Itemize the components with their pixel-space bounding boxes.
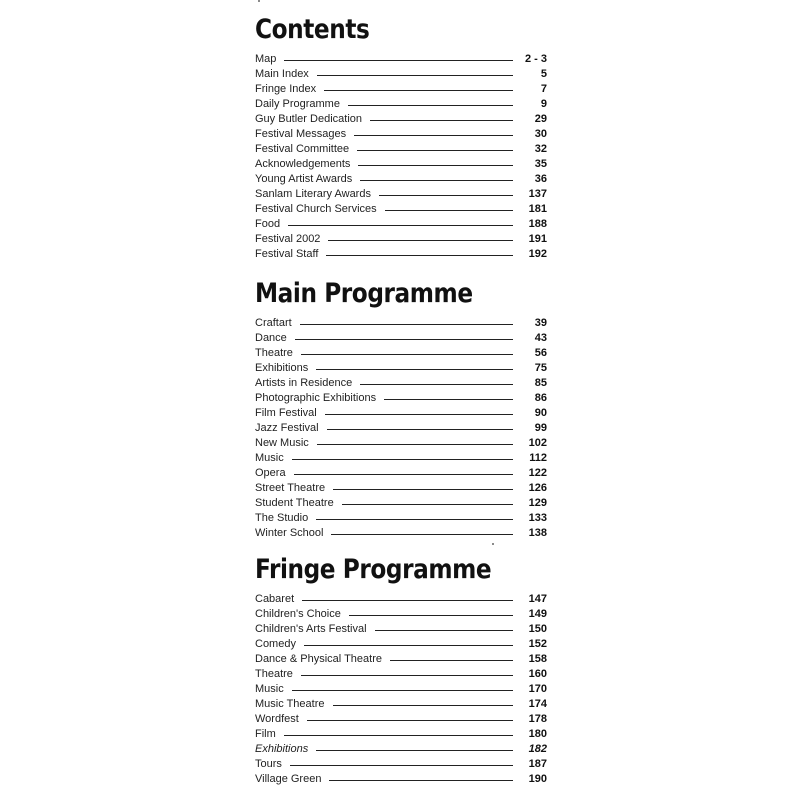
toc-entry — [255, 316, 547, 331]
entry-page-number: 170 — [528, 683, 547, 695]
entry-label: Dance — [255, 332, 287, 344]
leader-line — [292, 459, 513, 460]
toc-entry — [255, 637, 547, 652]
toc-entry — [255, 622, 547, 637]
entry-page-number: 174 — [528, 698, 547, 710]
toc-entry — [255, 697, 547, 712]
entry-page-number: 39 — [534, 317, 547, 329]
entry-page-number: 181 — [528, 203, 547, 215]
entry-label: Artists in Residence — [255, 377, 353, 389]
entry-page-number: 112 — [529, 452, 547, 464]
leader-line — [301, 675, 513, 676]
leader-line — [358, 165, 513, 166]
leader-line — [288, 225, 513, 226]
leader-line — [327, 429, 513, 430]
leader-line — [329, 780, 513, 781]
entry-label: Dance & Physical Theatre — [255, 653, 382, 665]
entry-page-number: 182 — [528, 743, 547, 755]
toc-entry — [255, 376, 547, 391]
leader-line — [342, 504, 513, 505]
leader-line — [328, 240, 513, 241]
main-programme-entries — [255, 316, 547, 541]
leader-line — [390, 660, 513, 661]
entry-page-number: 86 — [534, 392, 547, 404]
toc-entry — [255, 112, 547, 127]
toc-entry — [255, 466, 547, 481]
toc-entry — [255, 157, 547, 172]
leader-line — [370, 120, 513, 121]
entry-page-number: 2 - 3 — [524, 53, 547, 65]
entry-label: Map — [255, 53, 277, 65]
leader-line — [324, 90, 513, 91]
toc-entry — [255, 421, 547, 436]
leader-line — [385, 210, 513, 211]
entry-label: Food — [255, 218, 281, 230]
entry-label: Music — [255, 452, 284, 464]
leader-line — [316, 750, 513, 751]
entry-page-number: 192 — [528, 248, 547, 260]
entry-page-number: 133 — [528, 512, 547, 524]
leader-line — [333, 489, 513, 490]
leader-line — [331, 534, 513, 535]
entry-label: Children's Choice — [255, 608, 341, 620]
toc-entry — [255, 346, 547, 361]
toc-entry — [255, 607, 547, 622]
entry-label: Cabaret — [255, 593, 295, 605]
toc-entry — [255, 772, 547, 787]
entry-page-number: 150 — [528, 623, 547, 635]
toc-entry — [255, 667, 547, 682]
entry-label: Fringe Index — [255, 83, 317, 95]
fringe-programme-entries — [255, 592, 547, 787]
entry-page-number: 99 — [534, 422, 547, 434]
toc-entry — [255, 52, 547, 67]
toc-entry — [255, 406, 547, 421]
entry-page-number: 43 — [534, 332, 547, 344]
entry-label: Main Index — [255, 68, 309, 80]
scan-speck — [258, 0, 260, 2]
toc-entry — [255, 82, 547, 97]
entry-page-number: 36 — [534, 173, 547, 185]
entry-page-number: 9 — [540, 98, 547, 110]
entry-label: Comedy — [255, 638, 296, 650]
toc-entry — [255, 202, 547, 217]
entry-label: Opera — [255, 467, 286, 479]
entry-label: Sanlam Literary Awards — [255, 188, 371, 200]
leader-line — [302, 600, 513, 601]
leader-line — [325, 414, 513, 415]
entry-label: Music — [255, 683, 284, 695]
leader-line — [333, 705, 514, 706]
entry-label: Exhibitions — [255, 743, 309, 755]
entry-page-number: 138 — [528, 527, 547, 539]
entry-page-number: 75 — [534, 362, 547, 374]
leader-line — [349, 615, 513, 616]
toc-entry — [255, 526, 547, 541]
toc-entry — [255, 97, 547, 112]
entry-page-number: 56 — [534, 347, 547, 359]
leader-line — [284, 60, 513, 61]
leader-line — [290, 765, 513, 766]
leader-line — [307, 720, 513, 721]
scan-speck — [492, 543, 494, 545]
entry-page-number: 187 — [528, 758, 547, 770]
entry-page-number: 129 — [528, 497, 547, 509]
entry-page-number: 85 — [534, 377, 547, 389]
entry-page-number: 122 — [528, 467, 547, 479]
entry-label: Wordfest — [255, 713, 299, 725]
entry-page-number: 147 — [528, 593, 547, 605]
entry-label: The Studio — [255, 512, 309, 524]
entry-label: Acknowledgements — [255, 158, 351, 170]
contents-entries — [255, 52, 547, 262]
toc-entry — [255, 511, 547, 526]
entry-page-number: 158 — [528, 653, 547, 665]
contents-section — [255, 12, 547, 260]
entry-page-number: 180 — [528, 728, 547, 740]
leader-line — [317, 444, 513, 445]
entry-label: Winter School — [255, 527, 324, 539]
leader-line — [300, 324, 513, 325]
leader-line — [316, 369, 513, 370]
leader-line — [375, 630, 513, 631]
entry-label: Village Green — [255, 773, 322, 785]
entry-label: Young Artist Awards — [255, 173, 353, 185]
toc-entry — [255, 331, 547, 346]
toc-entry — [255, 682, 547, 697]
entry-label: Music Theatre — [255, 698, 325, 710]
toc-entry — [255, 592, 547, 607]
toc-entry — [255, 232, 547, 247]
toc-entry — [255, 496, 547, 511]
leader-line — [284, 735, 513, 736]
leader-line — [326, 255, 513, 256]
fringe-programme-section — [255, 552, 547, 785]
leader-line — [357, 150, 513, 151]
toc-entry — [255, 217, 547, 232]
toc-entry — [255, 127, 547, 142]
entry-label: Festival Committee — [255, 143, 350, 155]
leader-line — [304, 645, 513, 646]
entry-label: Film — [255, 728, 276, 740]
toc-entry — [255, 481, 547, 496]
entry-page-number: 32 — [534, 143, 547, 155]
entry-label: Festival Staff — [255, 248, 319, 260]
main-programme-heading: Main Programme — [255, 278, 473, 309]
entry-page-number: 152 — [528, 638, 547, 650]
entry-page-number: 35 — [534, 158, 547, 170]
leader-line — [360, 180, 513, 181]
entry-page-number: 30 — [534, 128, 547, 140]
leader-line — [384, 399, 513, 400]
entry-page-number: 188 — [528, 218, 547, 230]
leader-line — [301, 354, 513, 355]
toc-entry — [255, 247, 547, 262]
entry-label: Children's Arts Festival — [255, 623, 367, 635]
toc-entry — [255, 652, 547, 667]
entry-label: Exhibitions — [255, 362, 309, 374]
entry-label: Jazz Festival — [255, 422, 319, 434]
toc-entry — [255, 172, 547, 187]
main-programme-section — [255, 276, 547, 539]
entry-page-number: 149 — [528, 608, 547, 620]
entry-label: Festival Messages — [255, 128, 347, 140]
contents-heading: Contents — [255, 14, 370, 45]
entry-page-number: 178 — [528, 713, 547, 725]
toc-entry — [255, 757, 547, 772]
toc-entry — [255, 727, 547, 742]
entry-page-number: 190 — [528, 773, 547, 785]
entry-page-number: 137 — [528, 188, 547, 200]
leader-line — [292, 690, 513, 691]
entry-page-number: 7 — [540, 83, 547, 95]
entry-page-number: 126 — [528, 482, 547, 494]
entry-page-number: 90 — [534, 407, 547, 419]
fringe-programme-heading: Fringe Programme — [255, 554, 492, 585]
entry-label: Daily Programme — [255, 98, 340, 110]
leader-line — [360, 384, 513, 385]
leader-line — [295, 339, 513, 340]
entry-label: Festival Church Services — [255, 203, 377, 215]
leader-line — [348, 105, 513, 106]
entry-label: Street Theatre — [255, 482, 326, 494]
entry-label: Craftart — [255, 317, 292, 329]
toc-entry — [255, 742, 547, 757]
toc-entry — [255, 451, 547, 466]
entry-label: Theatre — [255, 347, 293, 359]
entry-page-number: 191 — [528, 233, 547, 245]
entry-label: Theatre — [255, 668, 293, 680]
leader-line — [294, 474, 513, 475]
leader-line — [379, 195, 513, 196]
toc-entry — [255, 187, 547, 202]
entry-label: Festival 2002 — [255, 233, 321, 245]
entry-label: Film Festival — [255, 407, 317, 419]
toc-entry — [255, 142, 547, 157]
toc-entry — [255, 391, 547, 406]
toc-entry — [255, 361, 547, 376]
entry-label: Tours — [255, 758, 282, 770]
entry-label: Photographic Exhibitions — [255, 392, 377, 404]
toc-entry — [255, 712, 547, 727]
leader-line — [316, 519, 513, 520]
entry-label: Student Theatre — [255, 497, 334, 509]
entry-label: New Music — [255, 437, 309, 449]
entry-label: Guy Butler Dedication — [255, 113, 362, 125]
entry-page-number: 102 — [528, 437, 547, 449]
toc-entry — [255, 436, 547, 451]
entry-page-number: 5 — [540, 68, 547, 80]
leader-line — [317, 75, 513, 76]
entry-page-number: 29 — [534, 113, 547, 125]
leader-line — [354, 135, 513, 136]
toc-entry — [255, 67, 547, 82]
entry-page-number: 160 — [528, 668, 547, 680]
